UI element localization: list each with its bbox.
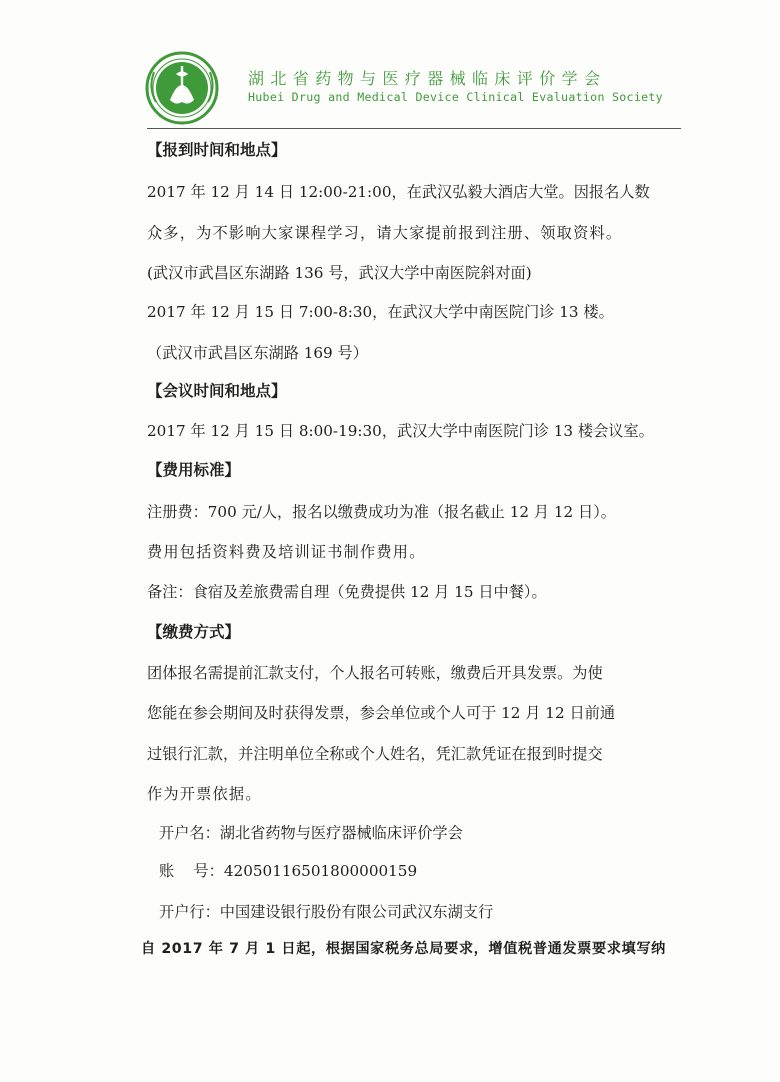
fees-line-3: 备注：食宿及差旅费需自理（免费提供 12 月 15 日中餐）。 bbox=[147, 583, 547, 601]
registration-line-5: （武汉市武昌区东湖路 169 号） bbox=[147, 344, 368, 362]
fees-line-1: 注册费：700 元/人，报名以缴费成功为准（报名截止 12 月 12 日）。 bbox=[147, 503, 616, 521]
registration-line-3: (武汉市武昌区东湖路 136 号，武汉大学中南医院斜对面) bbox=[147, 264, 532, 282]
header-divider bbox=[147, 128, 681, 129]
payment-line-3: 过银行汇款，并注明单位全称或个人姓名，凭汇款凭证在报到时提交 bbox=[147, 745, 603, 763]
account-number-value: 42050116501800000159 bbox=[223, 862, 418, 880]
bank-label: 开户行： bbox=[159, 903, 220, 921]
payment-line-2: 您能在参会期间及时获得发票，参会单位或个人可于 12 月 12 日前通 bbox=[147, 704, 616, 722]
registration-line-1: 2017 年 12 月 14 日 12:00-21:00，在武汉弘毅大酒店大堂。因报名人数 bbox=[147, 183, 650, 201]
account-name-label: 开户名： bbox=[159, 824, 220, 842]
account-name-value: 湖北省药物与医疗器械临床评价学会 bbox=[219, 824, 463, 842]
org-name-cn: 湖北省药物与医疗器械临床评价学会 bbox=[248, 69, 607, 88]
society-logo-icon bbox=[136, 50, 228, 126]
account-name-row bbox=[159, 823, 463, 843]
registration-line-2: 众多，为不影响大家课程学习，请大家提前报到注册、领取资料。 bbox=[147, 224, 623, 242]
meeting-line-1: 2017 年 12 月 15 日 8:00-19:30，武汉大学中南医院门诊 13 楼会议室。 bbox=[147, 422, 654, 440]
org-name-en: Hubei Drug and Medical Device Clinical Evaluation Society bbox=[248, 90, 663, 104]
bank-row bbox=[159, 902, 493, 922]
registration-line-4: 2017 年 12 月 15 日 7:00-8:30，在武汉大学中南医院门诊 13 楼。 bbox=[147, 303, 614, 321]
fees-heading: 【费用标准】 bbox=[147, 461, 241, 479]
meeting-heading: 【会议时间和地点】 bbox=[147, 382, 287, 400]
payment-heading: 【缴费方式】 bbox=[147, 623, 241, 641]
registration-heading: 【报到时间和地点】 bbox=[147, 141, 287, 159]
account-number-row bbox=[159, 861, 417, 881]
bank-value: 中国建设银行股份有限公司武汉东湖支行 bbox=[219, 903, 494, 921]
fees-line-2: 费用包括资料费及培训证书制作费用。 bbox=[147, 543, 426, 561]
letterhead bbox=[136, 42, 696, 128]
payment-line-4: 作为开票依据。 bbox=[147, 785, 262, 803]
account-number-label: 账 号： bbox=[159, 862, 224, 880]
tax-note: 自 2017 年 7 月 1 日起，根据国家税务总局要求，增值税普通发票要求填写纳 bbox=[141, 941, 666, 957]
payment-line-1: 团体报名需提前汇款支付，个人报名可转账，缴费后开具发票。为使 bbox=[147, 664, 603, 682]
